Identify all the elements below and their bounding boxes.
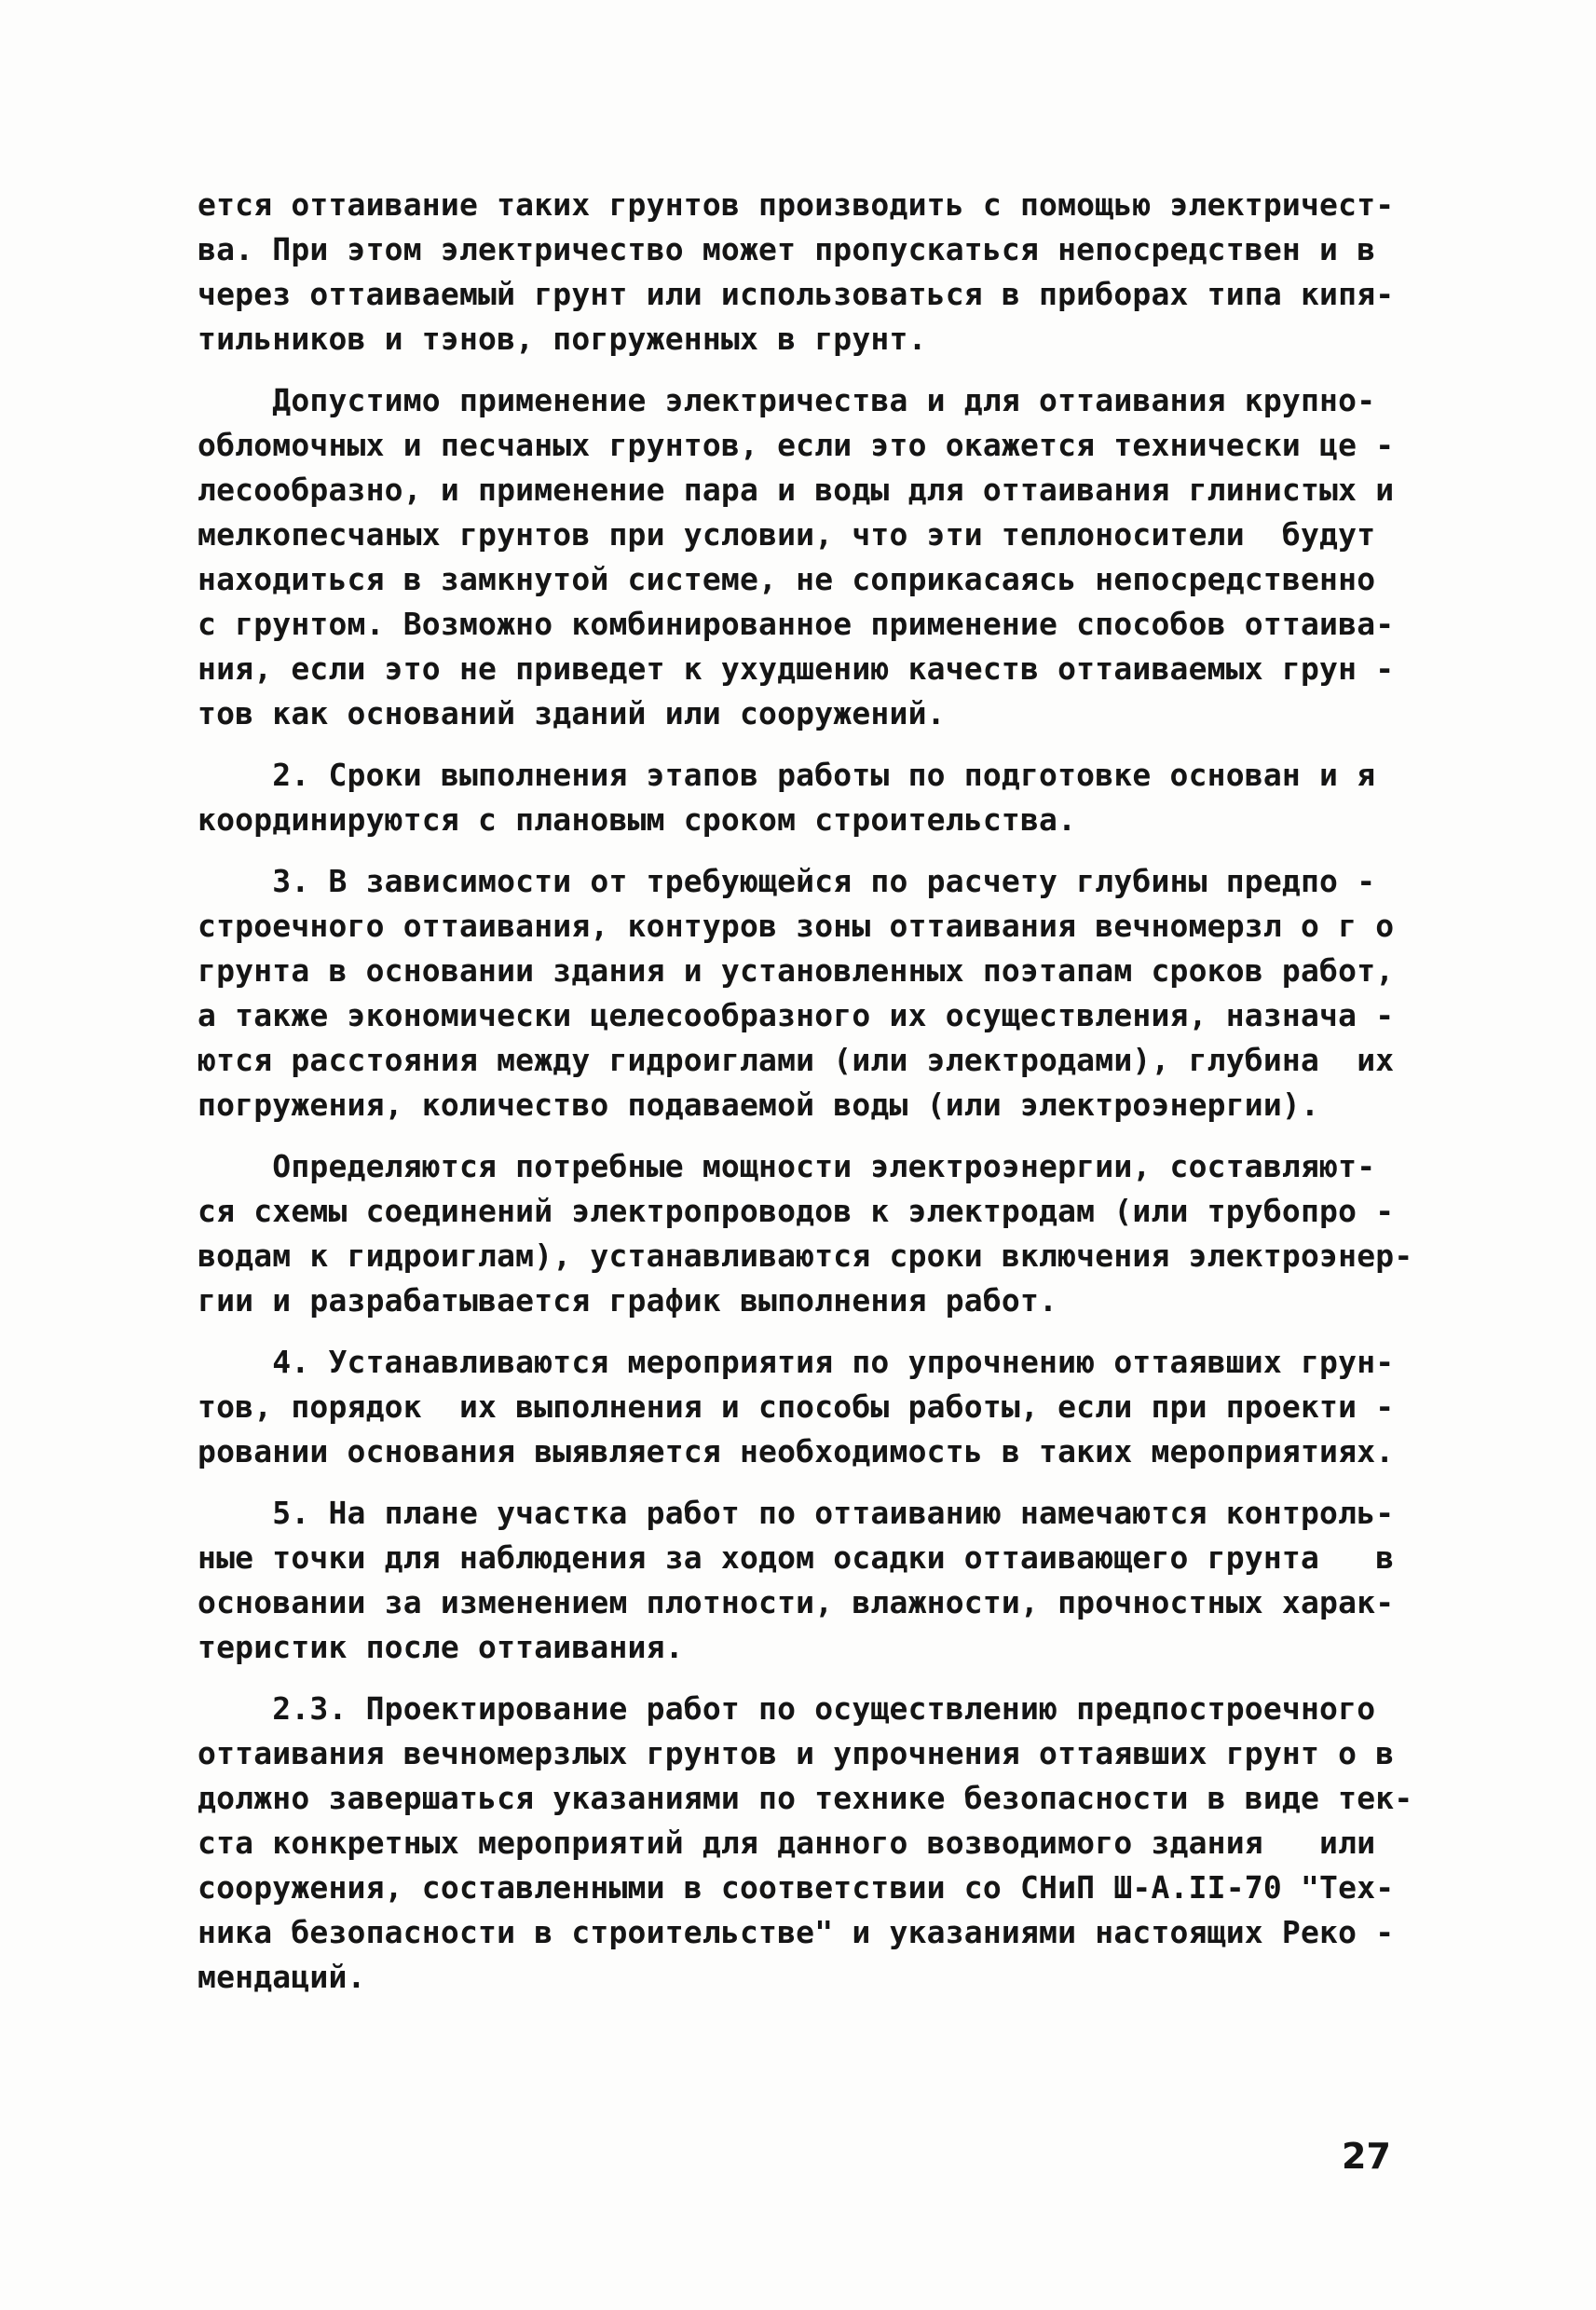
text-line: 3. В зависимости от требующейся по расчету глубины предпо - [198,863,1376,899]
text-line: тов, порядок их выполнения и способы работы, если при проекти - [198,1388,1395,1425]
paragraph-3 [198,753,1409,842]
text-line: ются расстояния между гидроиглами (или электродами), глубина их [198,1042,1395,1078]
text-line: обломочных и песчаных грунтов, если это окажется технически це - [198,427,1395,463]
text-line: мелкопесчаных грунтов при условии, что эти теплоносители будут [198,516,1376,553]
paragraph-7 [198,1491,1409,1670]
text-line: гии и разрабатывается график выполнения работ. [198,1282,1058,1319]
paragraph-8 [198,1687,1413,2000]
text-line: теристик после оттаивания. [198,1629,684,1665]
text-line: ется оттаивание таких грунтов производить с помощью электричест- [198,186,1395,223]
paragraph-1 [198,183,1409,362]
paragraph-2 [198,378,1409,736]
text-line: ва. При этом электричество может пропускаться непосредствен и в [198,231,1376,267]
text-line: 2. Сроки выполнения этапов работы по подготовке основан и я [198,757,1376,793]
text-line: ровании основания выявляется необходимость в таких мероприятиях. [198,1433,1395,1469]
text-line: тильников и тэнов, погруженных в грунт. [198,321,927,357]
text-line: Допустимо применение электричества и для оттаивания крупно- [198,382,1376,418]
text-line: строечного оттаивания, контуров зоны оттаивания вечномерзл о г о [198,908,1395,944]
paragraph-4 [198,859,1409,1128]
text-line: ся схемы соединений электропроводов к электродам (или трубопро - [198,1193,1395,1229]
page-number: 27 [1342,2136,1391,2177]
body-text [198,183,1413,2016]
text-line: а также экономически целесообразного их осуществления, назнача - [198,997,1395,1033]
text-line: ста конкретных мероприятий для данного возводимого здания или [198,1825,1376,1861]
text-line: через оттаиваемый грунт или использоваться в приборах типа кипя- [198,276,1395,312]
text-line: ные точки для наблюдения за ходом осадки оттаивающего грунта в [198,1539,1395,1576]
paragraph-5 [198,1144,1413,1323]
text-line: координируются с плановым сроком строительства. [198,801,1077,838]
text-line: оттаивания вечномерзлых грунтов и упрочнения оттаявших грунт о в [198,1735,1395,1771]
text-line: грунта в основании здания и установленных поэтапам сроков работ, [198,952,1395,989]
text-line: с грунтом. Возможно комбинированное применение способов оттаива- [198,606,1395,642]
text-line: сооружения, составленными в соответствии со СНиП Ш-А.II-70 "Тех- [198,1869,1395,1906]
paragraph-6 [198,1340,1409,1474]
text-line: погружения, количество подаваемой воды (или электроэнергии). [198,1087,1320,1123]
text-line: лесообразно, и применение пара и воды для оттаивания глинистых и [198,472,1395,508]
text-line: 5. На плане участка работ по оттаиванию намечаются контроль- [198,1495,1395,1531]
text-line: находиться в замкнутой системе, не соприкасаясь непосредственно [198,561,1376,597]
text-line: 4. Устанавливаются мероприятия по упрочнению оттаявших грун- [198,1344,1395,1380]
text-line: должно завершаться указаниями по технике безопасности в виде тек- [198,1780,1413,1816]
text-line: мендаций. [198,1959,366,1995]
text-line: ника безопасности в строительстве" и указаниями настоящих Реко - [198,1914,1395,1950]
text-line: водам к гидроиглам), устанавливаются сроки включения электроэнер- [198,1237,1413,1274]
text-line: ния, если это не приведет к ухудшению качеств оттаиваемых грун - [198,650,1395,687]
text-line: 2.3. Проектирование работ по осуществлению предпостроечного [198,1690,1376,1727]
text-line: Определяются потребные мощности электроэнергии, составляют- [198,1148,1376,1184]
text-line: основании за изменением плотности, влажности, прочностных харак- [198,1584,1395,1620]
text-line: тов как оснований зданий или сооружений. [198,695,946,731]
